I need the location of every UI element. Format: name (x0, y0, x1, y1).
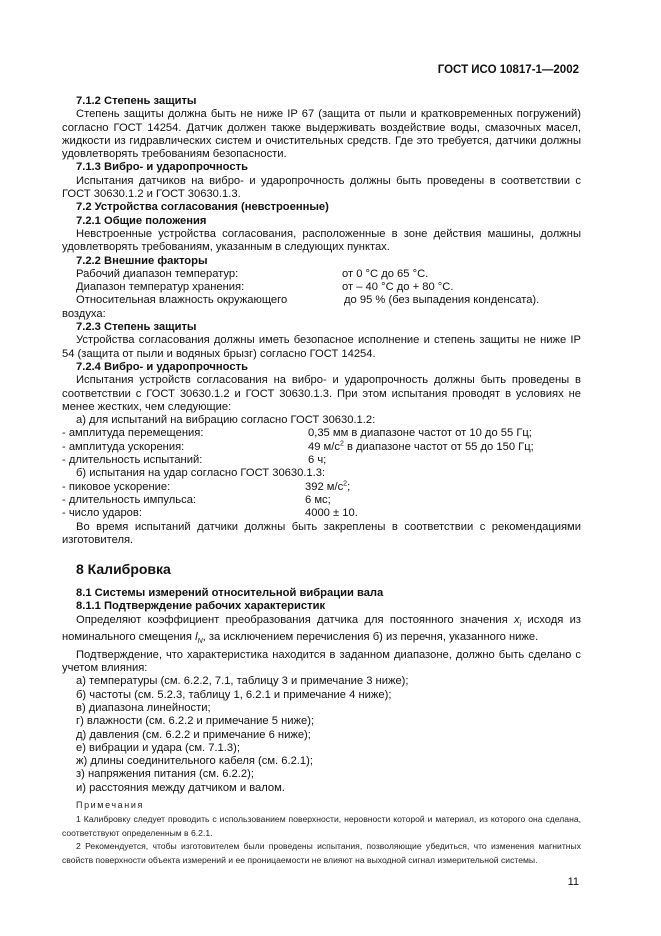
list-item: ж) длины соединительного кабеля (см. 6.2.1); (76, 755, 313, 768)
heading-7-1-3: 7.1.3 Вибро- и ударопрочность (76, 161, 248, 174)
page-number: 11 (567, 876, 579, 888)
vibration-row-acceleration (62, 441, 581, 454)
env-row-operating-temp (62, 268, 581, 281)
env-value: от – 40 °С до + 80 °С. (342, 281, 454, 294)
test-value: 392 $м/с^2$; (305, 479, 351, 493)
env-row-storage-temp (62, 281, 581, 294)
paragraph-7-2-4: Испытания устройств согласования на вибро- и ударопрочность должны быть проведены в соответствии с ГОСТ 30630.1.2 и ГОСТ 30630.1.3. При этом испытания проводят в условиях не менее жестких, чем следующие: (62, 374, 581, 413)
env-label: Относительная влажность окружающего воздуха: (62, 294, 288, 320)
heading-section-8: 8 Калибровка (76, 561, 171, 578)
vibration-row-duration (62, 454, 581, 467)
document-body (62, 95, 581, 867)
heading-7-2: 7.2 Устройства согласования (невстроенные) (76, 201, 329, 214)
paragraph-7-1-3: Испытания датчиков на вибро- и ударопрочность должны быть проведены в соответствии с ГОСТ 30630.1.2 и ГОСТ 30630.1.3. (62, 174, 581, 201)
test-label: - число ударов: (62, 507, 142, 520)
heading-8-1: 8.1 Системы измерений относительной вибрации вала (76, 587, 384, 600)
notes-heading: Примечания (76, 800, 144, 811)
heading-7-2-1: 7.2.1 Общие положения (76, 214, 207, 227)
heading-8-1-1: 8.1.1 Подтверждение рабочих характеристик (76, 600, 326, 613)
test-value: 0,35 мм в диапазоне частот от 10 до 55 Гц; (308, 427, 532, 440)
test-value: 6 ч; (308, 454, 327, 467)
list-item: а) температуры (см. 6.2.2, 7.1, таблицу 3 и примечание 3 ниже); (76, 675, 409, 688)
test-value: 49 $м/с^2$ в диапазоне частот от 55 до 150 Гц; (308, 439, 534, 453)
list-item: в) диапазона линейности; (76, 701, 211, 714)
list-item: д) давления (см. 6.2.2 и примечание 6 ниже); (76, 728, 311, 741)
list-item: з) напряжения питания (см. 6.2.2); (76, 768, 254, 781)
paragraph-7-1-2: Степень защиты должна быть не ниже IP 67 (защита от пыли и кратковременных погружений) согласно ГОСТ 14254. Датчик должен также выдерживать воздействие воды, смазочных масел, жидкости из гидравлических систем и очистительных средств. Где это требуется, датчики должны удовлетворять требованиям безопасности. (62, 108, 581, 161)
shock-row-count (62, 507, 581, 520)
note-1: 1 Калибровку следует проводить с использованием поверхности, неровности которой и материал, из которого она сделана, соответствуют определенным в 6.2.1. (62, 814, 581, 838)
note-2: 2 Рекомендуется, чтобы изготовителем были проведены испытания, позволяющие убедиться, что изменения магнитных свойств поверхности объекта измерений и ее проницаемости не влияют на выходной сигнал измерительной системы. (62, 841, 581, 865)
paragraph-8-1-1-a: Определяют коэффициент преобразования датчика для постоянного значения $x_i$ исходя из номинального смещения $l_N$, за исключением перечисления б) из перечня, указанного ниже. (62, 613, 582, 646)
test-label: - длительность импульса: (62, 493, 197, 506)
test-value: 4000 ± 10. (305, 507, 358, 520)
vibration-test-title: а) для испытаний на вибрацию согласно ГОСТ 30630.1.2: (76, 414, 376, 427)
shock-row-pulse (62, 494, 581, 507)
paragraph-8-1-1-b: Подтверждение, что характеристика находится в заданном диапазоне, должно быть сделано с учетом влияния: (62, 648, 581, 675)
test-label: - амплитуда перемещения: (62, 427, 204, 440)
vibration-row-displacement (62, 427, 581, 440)
list-item: г) влажности (см. 6.2.2 и примечание 5 ниже); (76, 715, 315, 728)
shock-test-title: б) испытания на удар согласно ГОСТ 30630.1.3: (76, 467, 326, 480)
env-label: Диапазон температур хранения: (76, 281, 245, 294)
env-value: до 95 % (без выпадения конденсата). (344, 294, 540, 307)
test-label: - длительность испытаний: (62, 454, 203, 467)
env-value: от 0 °С до 65 °С. (342, 267, 429, 280)
env-row-humidity (62, 294, 581, 321)
heading-7-2-4: 7.2.4 Вибро- и ударопрочность (76, 360, 248, 373)
shock-row-peak (62, 481, 581, 494)
list-item: и) расстояния между датчиком и валом. (76, 781, 285, 794)
paragraph-7-2-3: Устройства согласования должны иметь безопасное исполнение и степень защиты не ниже IP 54 (защита от пыли и водяных брызг) согласно ГОСТ 14254. (62, 334, 581, 360)
list-item: е) вибрации и удара (см. 7.1.3); (76, 741, 240, 754)
env-label: Рабочий диапазон температур: (76, 267, 239, 280)
document-code: ГОСТ ИСО 10817-1—2002 (437, 64, 579, 76)
heading-7-2-2: 7.2.2 Внешние факторы (76, 254, 208, 267)
test-label: - амплитуда ускорения: (62, 440, 185, 453)
list-item: б) частоты (см. 5.2.3, таблицу 1, 6.2.1 и примечание 4 ниже); (76, 688, 392, 701)
paragraph-7-2-4-closing: Во время испытаний датчики должны быть закреплены в соответствии с рекомендациями изготовителя. (62, 520, 581, 546)
heading-7-1-2: 7.1.2 Степень защиты (76, 95, 197, 107)
paragraph-7-2-1: Невстроенные устройства согласования, расположенные в зоне действия машины, должны удовлетворять требованиям, указанным в следующих пунктах. (62, 227, 581, 254)
test-label: - пиковое ускорение: (62, 480, 171, 493)
test-value: 6 мс; (305, 493, 331, 506)
heading-7-2-3: 7.2.3 Степень защиты (76, 321, 197, 334)
